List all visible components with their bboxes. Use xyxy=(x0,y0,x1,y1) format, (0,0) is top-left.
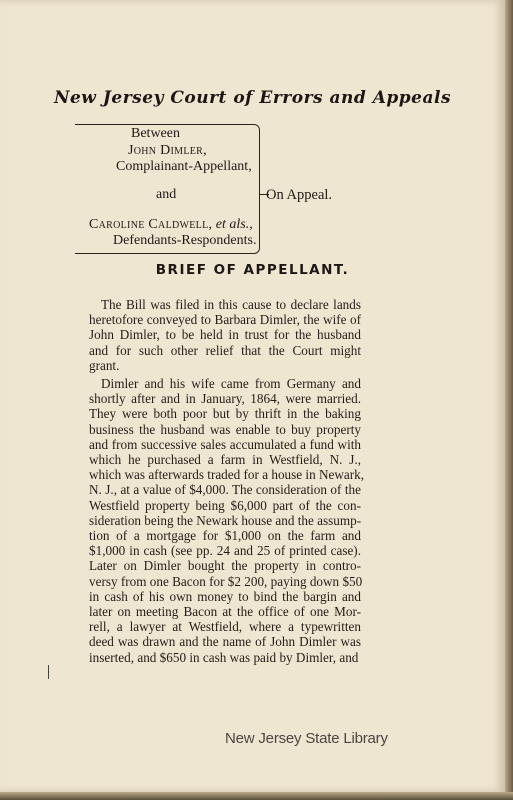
body-line: rell, a lawyer at Westfield, where a typewritten xyxy=(89,619,361,635)
body-line: grant. xyxy=(89,357,120,373)
body-line: John Dimler, to be held in trust for the husband xyxy=(89,327,361,343)
defendant-line xyxy=(89,217,253,233)
body-line: and from successive sales accumulated a fund with xyxy=(89,436,361,452)
body-line: sideration being the Newark house and the assump- xyxy=(89,512,362,528)
defendant-etal: et als., xyxy=(215,217,253,232)
body-line: Later on Dimler bought the property in contro- xyxy=(89,558,361,574)
complainant-role: Complainant-Appellant, xyxy=(116,159,252,174)
body-line: tion of a mortgage for $1,000 on the farm and xyxy=(89,528,361,543)
defendant-name: Caroline Caldwell, xyxy=(89,217,213,232)
on-appeal-label: On Appeal. xyxy=(266,187,333,203)
body-line: heretofore conveyed to Barbara Dimler, the wife of xyxy=(89,312,361,328)
body-line: Dimler and his wife came from Germany and xyxy=(101,376,361,391)
page-edge xyxy=(505,0,513,800)
court-title: New Jersey Court of Errors and Appeals xyxy=(53,88,452,108)
body-line: Westfield property being $6,000 part of the con- xyxy=(89,497,361,513)
body-line: and for such other relief that the Court might xyxy=(89,342,361,358)
body-line: in cash of his own money to bind the bargin and xyxy=(89,588,361,604)
body-line: later on meeting Bacon at the office of one Mor- xyxy=(89,604,361,619)
body-line: The Bill was filed in this cause to declare lands xyxy=(101,297,361,312)
library-watermark: New Jersey State Library xyxy=(225,730,388,747)
body-line: shortly after and in January, 1864, were married. xyxy=(89,391,361,407)
margin-mark xyxy=(48,665,49,679)
body-line: deed was drawn and the name of John Dimler was xyxy=(89,634,361,650)
caption-between: Between xyxy=(131,126,180,141)
brief-heading: BRIEF OF APPELLANT. xyxy=(155,262,350,278)
body-line: business the husband was enable to buy property xyxy=(89,421,361,437)
body-line: $1,000 in cash (see pp. 24 and 25 of printed case). xyxy=(89,543,361,559)
page-bottom-edge xyxy=(0,792,513,800)
body-line: inserted, and $650 in cash was paid by Dimler, and xyxy=(89,649,359,665)
defendant-role: Defendants-Respondents. xyxy=(113,233,257,248)
body-line: N. J., at a value of $4,000. The consideration of the xyxy=(89,482,361,498)
body-line: versy from one Bacon for $2 200, paying down $50 xyxy=(89,573,363,589)
body-line: They were both poor but by thrift in the baking xyxy=(89,406,361,422)
body-line: which was afterwards traded for a house in Newark, xyxy=(89,467,364,483)
complainant-name: John Dimler, xyxy=(128,143,207,158)
caption-and: and xyxy=(156,187,177,202)
body-line: which he purchased a farm in Westfield, N. J., xyxy=(89,452,361,467)
